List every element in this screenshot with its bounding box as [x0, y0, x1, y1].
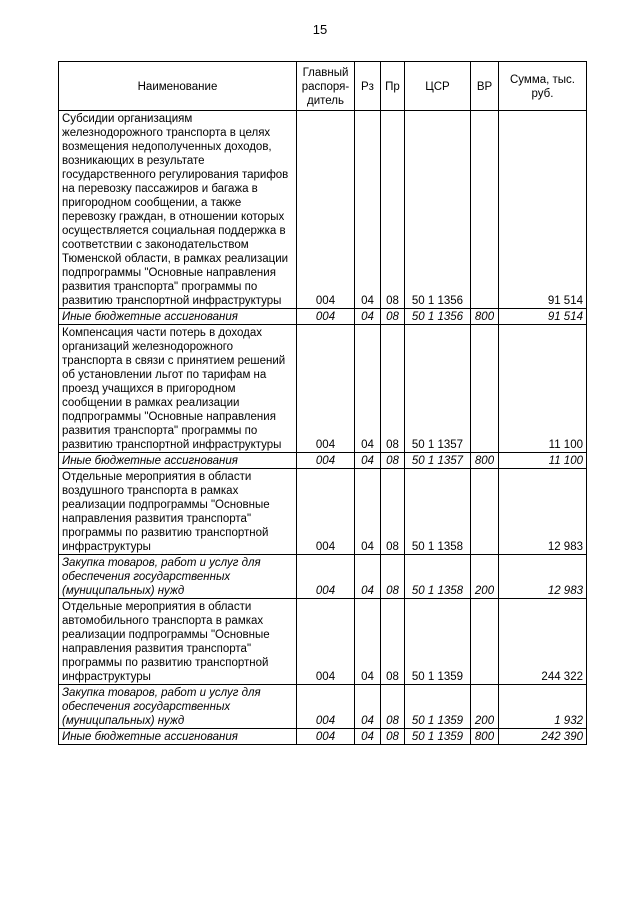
row-csr: 50 1 1358	[405, 555, 471, 599]
table-row	[59, 111, 587, 309]
row-rz: 04	[355, 111, 381, 309]
table-row	[59, 729, 587, 745]
row-name: Отдельные мероприятия в области автомобильного транспорта в рамках реализации подпрограммы "Основные направления развития транспорта" программы по развитию транспортной инфраструктуры	[59, 599, 297, 685]
row-pr: 08	[381, 555, 405, 599]
row-amount: 91 514	[499, 111, 587, 309]
row-pr: 08	[381, 453, 405, 469]
row-amount: 244 322	[499, 599, 587, 685]
row-admin: 004	[297, 729, 355, 745]
row-name: Иные бюджетные ассигнования	[59, 453, 297, 469]
row-rz: 04	[355, 599, 381, 685]
header-amount: Сумма, тыс. руб.	[499, 62, 587, 111]
header-vr: ВР	[471, 62, 499, 111]
table-row	[59, 309, 587, 325]
table-row	[59, 555, 587, 599]
table-row	[59, 469, 587, 555]
row-admin: 004	[297, 469, 355, 555]
table-row	[59, 453, 587, 469]
row-name: Иные бюджетные ассигнования	[59, 729, 297, 745]
row-vr	[471, 469, 499, 555]
row-rz: 04	[355, 469, 381, 555]
row-rz: 04	[355, 309, 381, 325]
table-row	[59, 325, 587, 453]
row-admin: 004	[297, 599, 355, 685]
page-number: 15	[312, 22, 328, 37]
header-admin: Главный распоря-дитель	[297, 62, 355, 111]
row-name: Компенсация части потерь в доходах организаций железнодорожного транспорта в связи с принятием решений об установлении льгот по тарифам на проезд учащихся в пригородном сообщении в рамках реализации подпрограммы "Основные направления развития транспорта" программы по развитию транспортной инфраструктуры	[59, 325, 297, 453]
row-admin: 004	[297, 309, 355, 325]
row-admin: 004	[297, 111, 355, 309]
row-rz: 04	[355, 685, 381, 729]
row-name: Закупка товаров, работ и услуг для обеспечения государственных (муниципальных) нужд	[59, 555, 297, 599]
row-csr: 50 1 1359	[405, 599, 471, 685]
row-amount: 242 390	[499, 729, 587, 745]
budget-table	[58, 61, 587, 745]
row-admin: 004	[297, 453, 355, 469]
header-name: Наименование	[59, 62, 297, 111]
row-rz: 04	[355, 453, 381, 469]
row-vr	[471, 111, 499, 309]
row-name: Закупка товаров, работ и услуг для обеспечения государственных (муниципальных) нужд	[59, 685, 297, 729]
header-row	[59, 62, 587, 111]
header-rz: Рз	[355, 62, 381, 111]
header-csr: ЦСР	[405, 62, 471, 111]
row-pr: 08	[381, 685, 405, 729]
row-vr: 200	[471, 685, 499, 729]
row-pr: 08	[381, 469, 405, 555]
row-csr: 50 1 1357	[405, 325, 471, 453]
header-pr: Пр	[381, 62, 405, 111]
row-vr	[471, 325, 499, 453]
row-vr	[471, 599, 499, 685]
row-vr: 800	[471, 309, 499, 325]
row-csr: 50 1 1358	[405, 469, 471, 555]
row-csr: 50 1 1357	[405, 453, 471, 469]
row-vr: 800	[471, 729, 499, 745]
row-vr: 200	[471, 555, 499, 599]
row-pr: 08	[381, 309, 405, 325]
row-admin: 004	[297, 685, 355, 729]
row-rz: 04	[355, 325, 381, 453]
row-name: Иные бюджетные ассигнования	[59, 309, 297, 325]
row-amount: 12 983	[499, 555, 587, 599]
row-amount: 1 932	[499, 685, 587, 729]
row-name: Отдельные мероприятия в области воздушного транспорта в рамках реализации подпрограммы "Основные направления развития транспорта" программы по развитию транспортной инфраструктуры	[59, 469, 297, 555]
row-pr: 08	[381, 729, 405, 745]
row-csr: 50 1 1359	[405, 685, 471, 729]
row-amount: 91 514	[499, 309, 587, 325]
row-amount: 12 983	[499, 469, 587, 555]
row-amount: 11 100	[499, 325, 587, 453]
row-rz: 04	[355, 555, 381, 599]
row-rz: 04	[355, 729, 381, 745]
row-admin: 004	[297, 325, 355, 453]
row-admin: 004	[297, 555, 355, 599]
row-pr: 08	[381, 599, 405, 685]
table-row	[59, 599, 587, 685]
row-name: Субсидии организациям железнодорожного транспорта в целях возмещения недополученных доходов, возникающих в результате государственного регулирования тарифов на перевозку пассажиров и багажа в пригородном сообщении, а также перевозку граждан, в отношении которых осуществляется социальная поддержка в соответствии с законодательством Тюменской области, в рамках реализации подпрограммы "Основные направления развития транспорта" программы по развитию транспортной инфраструктуры	[59, 111, 297, 309]
row-csr: 50 1 1356	[405, 309, 471, 325]
row-vr: 800	[471, 453, 499, 469]
row-amount: 11 100	[499, 453, 587, 469]
table-row	[59, 685, 587, 729]
row-csr: 50 1 1359	[405, 729, 471, 745]
row-pr: 08	[381, 325, 405, 453]
row-pr: 08	[381, 111, 405, 309]
row-csr: 50 1 1356	[405, 111, 471, 309]
